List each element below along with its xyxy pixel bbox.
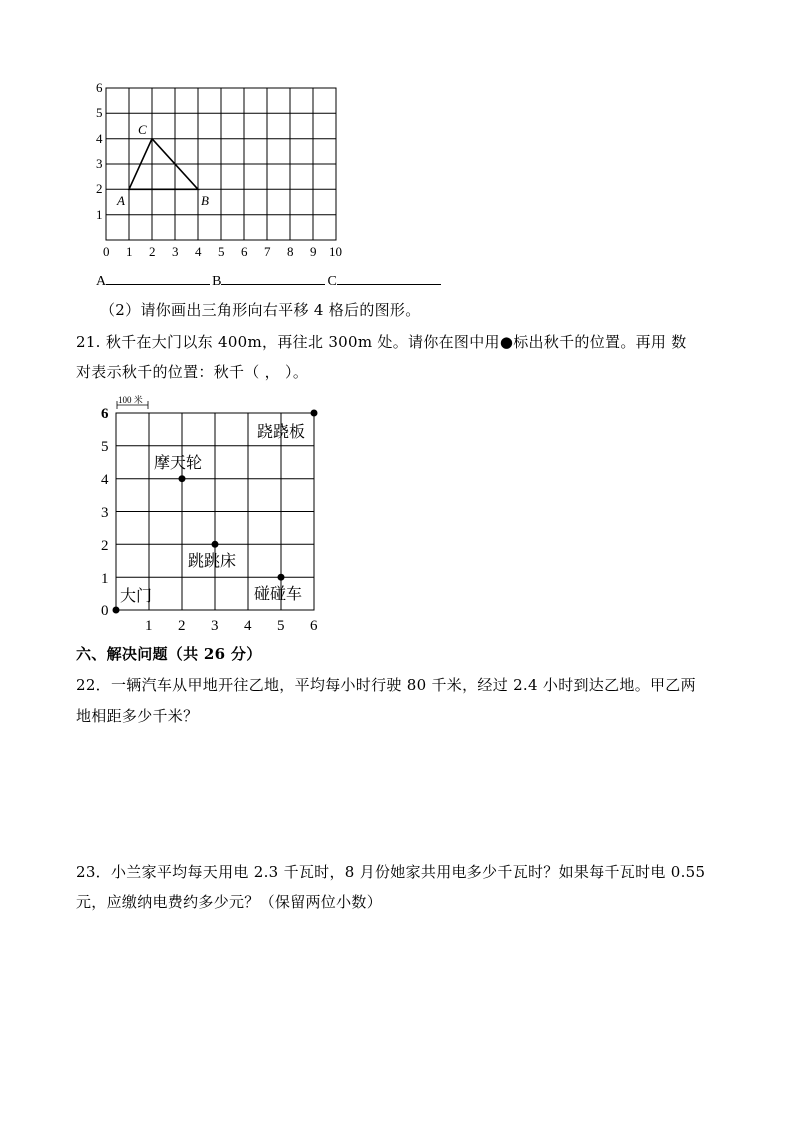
grid-2-x-tick: 5: [277, 618, 285, 634]
grid-2-y-tick: 4: [101, 472, 109, 488]
q21-line1: 21. 秋千在大门以东 400m，再往北 300m 处。请你在图中用●标出秋千的位置。再用 数: [76, 333, 687, 351]
place-label-bumper-cars: 碰碰车: [254, 586, 303, 603]
answer-blank-c[interactable]: [337, 269, 441, 285]
grid-2-y-tick: 3: [101, 505, 109, 521]
answer-blanks: [96, 269, 443, 290]
grid-1-x-tick: 5: [218, 244, 225, 259]
q22-line1: 22．一辆汽车从甲地开往乙地，平均每小时行驶 80 千米，经过 2.4 小时到达乙地。甲乙两: [76, 676, 696, 694]
place-label-seesaw: 跷跷板: [257, 424, 306, 441]
answer-label-c: C: [327, 274, 337, 289]
grid-1-x-tick: 10: [329, 244, 342, 259]
grid-1-x-tick: 6: [241, 244, 248, 259]
point-bumper-cars: [278, 574, 285, 581]
point-gate: [113, 607, 120, 614]
place-label-ferris-wheel: 摩天轮: [154, 455, 203, 472]
section-6-heading: 六、解决问题（共 26 分）: [76, 645, 262, 663]
grid-2-y-tick: 5: [101, 439, 109, 455]
q22-line2: 地相距多少千米？: [76, 707, 199, 725]
answer-blank-a[interactable]: [106, 269, 210, 285]
place-label-trampoline: 跳跳床: [188, 553, 237, 570]
grid-2-y-tick: 2: [101, 538, 109, 554]
grid-1-x-tick: 3: [172, 244, 179, 259]
point-c-label: C: [138, 122, 147, 137]
grid-1-x-tick: 0: [103, 244, 110, 259]
grid-1-x-tick: 1: [126, 244, 133, 259]
grid-1-x-tick: 7: [264, 244, 271, 259]
grid-2-y-tick: 0: [101, 603, 109, 619]
q21-line2: 对表示秋千的位置：秋千（ ， ）。: [76, 363, 309, 381]
q20-part2-text: （2）请你画出三角形向右平移 4 格后的图形。: [100, 301, 421, 319]
point-trampoline: [212, 541, 219, 548]
point-seesaw: [311, 410, 318, 417]
grid-1-y-tick: 1: [96, 207, 103, 222]
grid-1-x-tick: 8: [287, 244, 294, 259]
grid-2-x-tick: 2: [178, 618, 186, 634]
answer-label-a: A: [96, 274, 107, 289]
grid-2-x-tick: 6: [310, 618, 318, 634]
point-ferris-wheel: [179, 475, 186, 482]
grid-2-y-tick: 6: [101, 406, 109, 422]
grid-1-y-tick: 3: [96, 156, 103, 171]
grid-1-y-tick: 5: [96, 105, 103, 120]
grid-2-x-tick: 4: [244, 618, 252, 634]
grid-2-x-tick: 1: [145, 618, 153, 634]
answer-label-b: B: [212, 274, 222, 289]
grid-2-lines: [116, 413, 314, 610]
place-label-gate: 大门: [120, 588, 153, 605]
q23-line1: 23．小兰家平均每天用电 2.3 千瓦时，8 月份她家共用电多少千瓦时？如果每千瓦时电 0.55: [76, 863, 706, 881]
grid-1-y-tick: 4: [96, 131, 103, 146]
grid-1-x-tick: 4: [195, 244, 202, 259]
grid-2-x-tick: 3: [211, 618, 219, 634]
q23-line2: 元，应缴纳电费约多少元？（保留两位小数）: [76, 893, 383, 911]
point-a-label: A: [117, 193, 125, 208]
grid-1-x-tick: 2: [149, 244, 156, 259]
grid-1-x-tick: 9: [310, 244, 317, 259]
park-map-grid: [96, 394, 328, 636]
scale-label: 100 米: [118, 395, 143, 405]
grid-2-y-tick: 1: [101, 571, 109, 587]
answer-blank-b[interactable]: [221, 269, 325, 285]
coordinate-grid-1: [88, 78, 358, 264]
grid-1-y-tick: 6: [96, 80, 103, 95]
grid-1-y-tick: 2: [96, 181, 103, 196]
point-b-label: B: [201, 193, 209, 208]
